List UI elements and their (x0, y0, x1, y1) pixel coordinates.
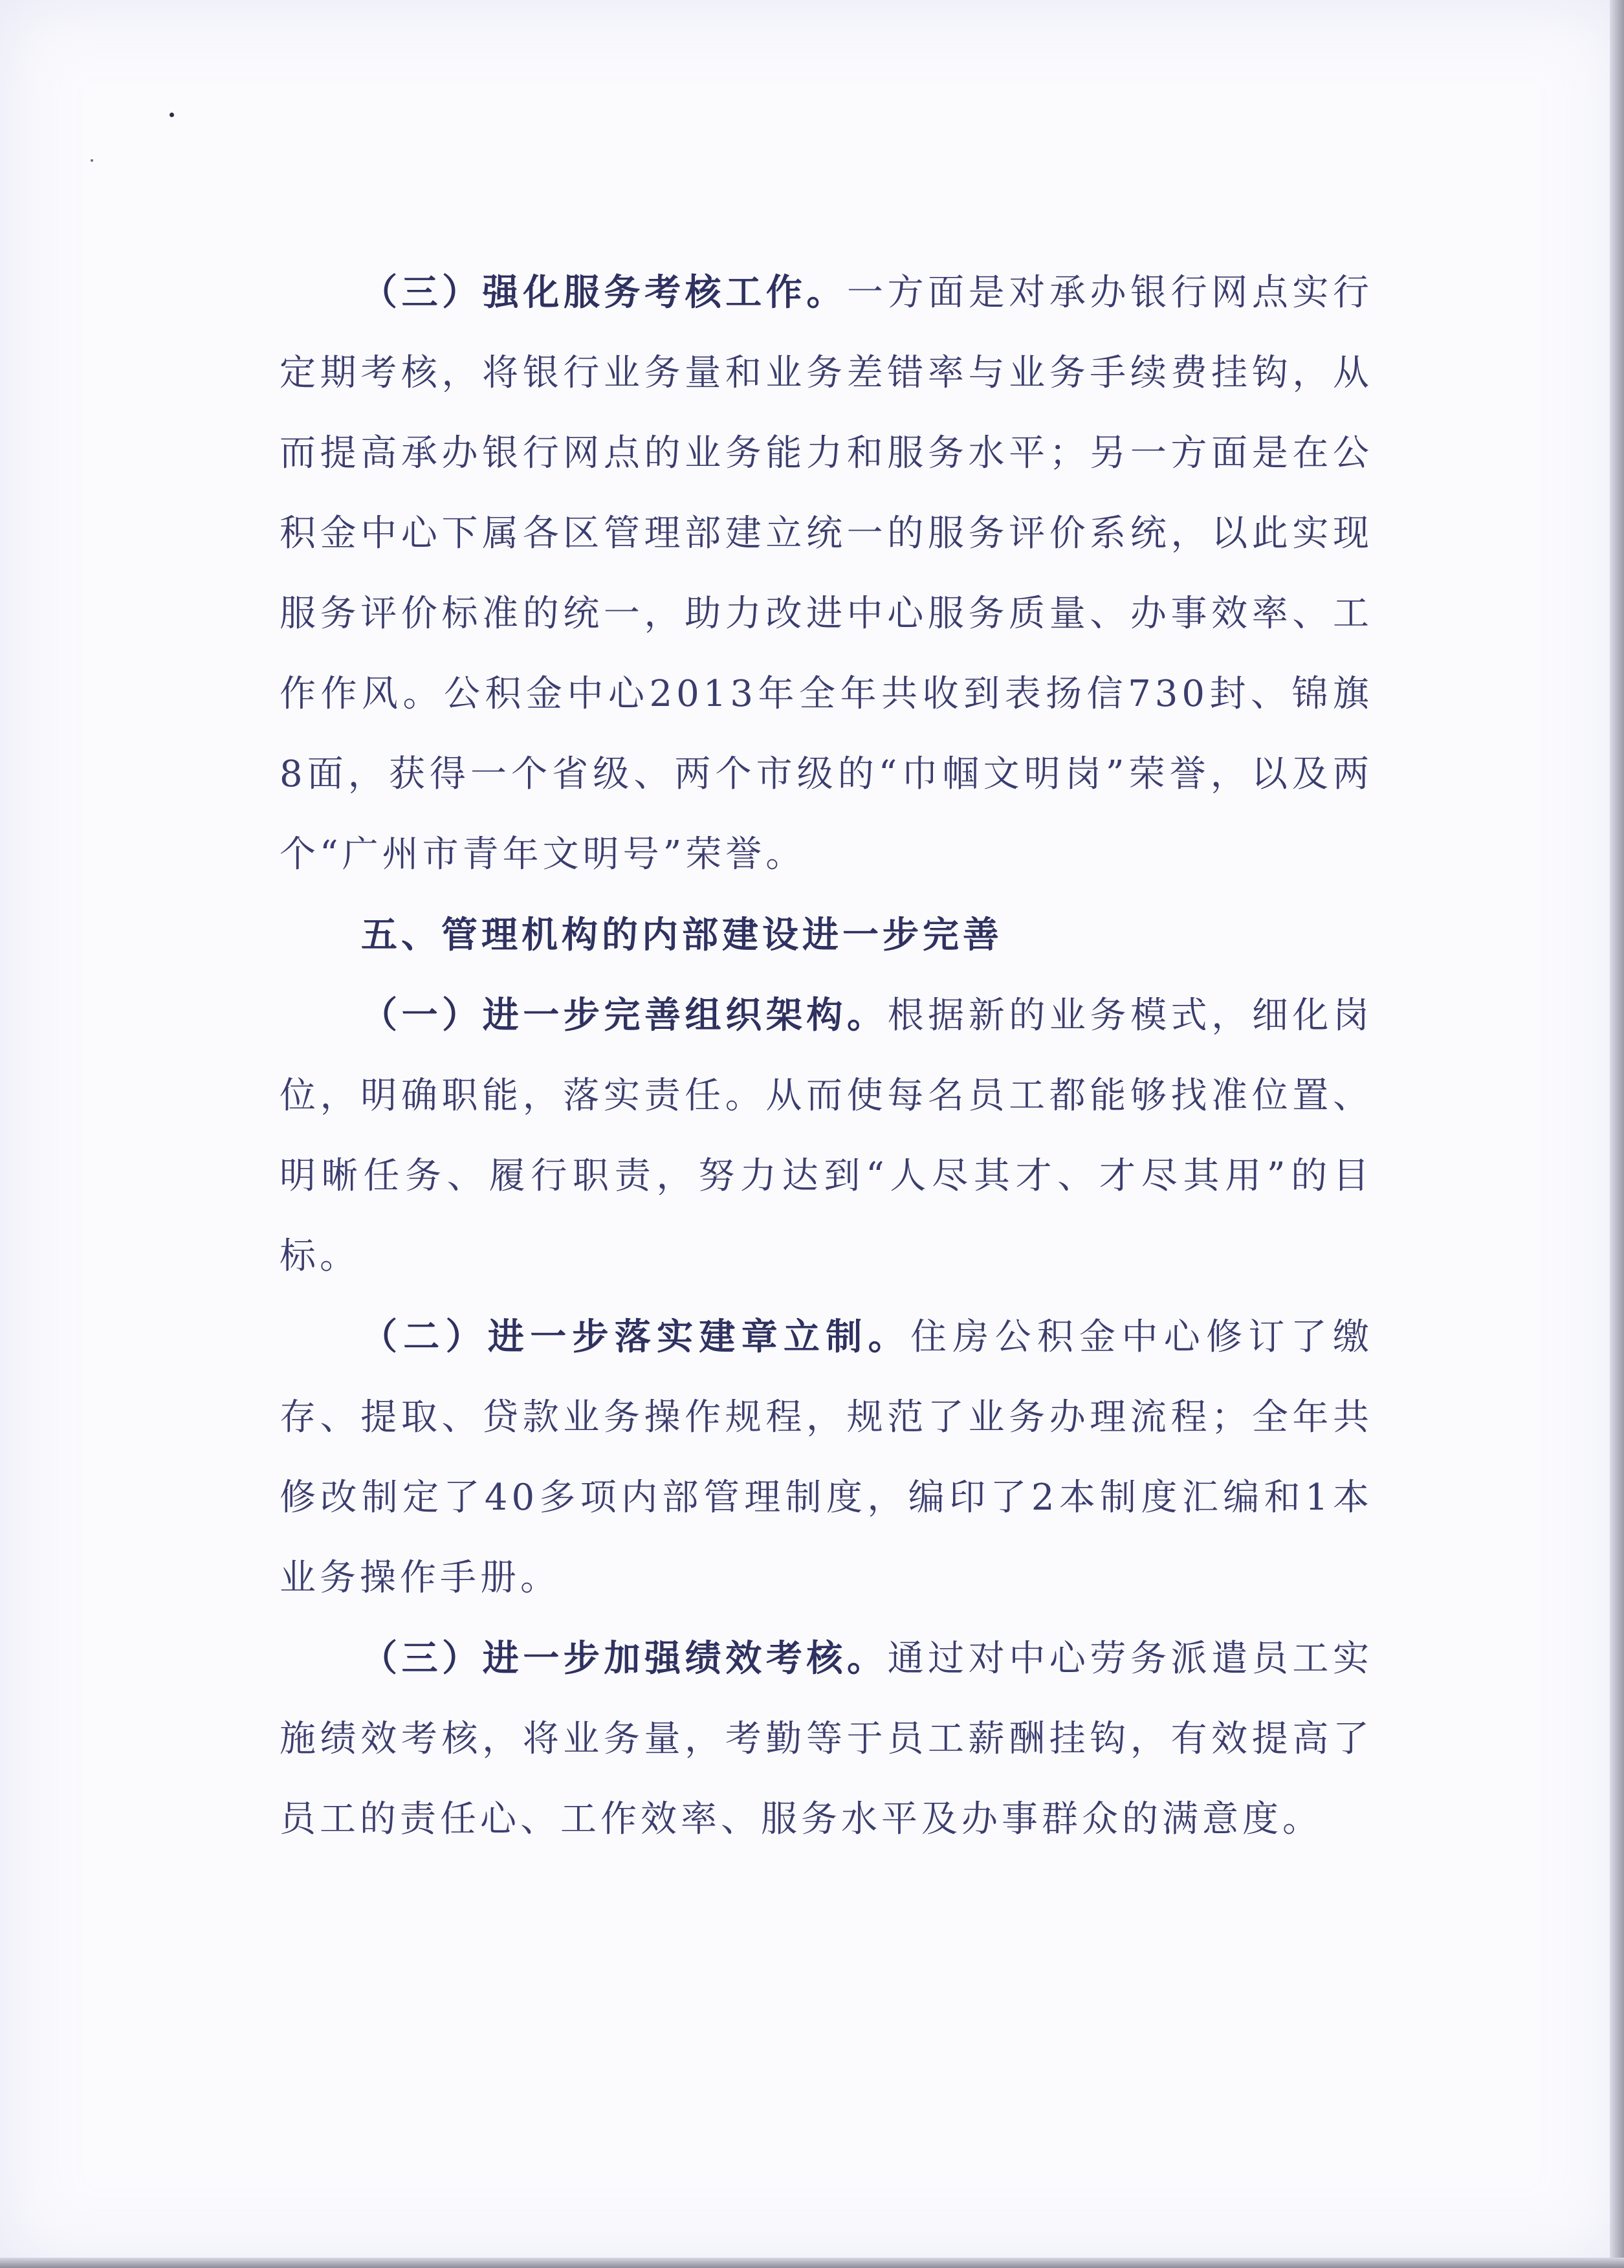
paragraph-lead: （二）进一步落实建章立制。 (361, 1316, 910, 1358)
scan-speck (170, 113, 174, 117)
paragraph-text: 住房公积金中心修订了缴存、提取、贷款业务操作规程，规范了业务办理流程；全年共修改制定了40多项内部管理制度，编印了2本制度汇编和1本业务操作手册。 (280, 1316, 1374, 1599)
paragraph-text: 根据新的业务模式，细化岗位，明确职能，落实责任。从而使每名员工都能够找准位置、明晰任务、履行职责，努力达到“人尽其才、才尽其用”的目标。 (280, 995, 1374, 1277)
scan-edge-bottom (0, 2258, 1624, 2268)
document-body (280, 252, 1373, 1860)
paragraph-regulations (280, 1297, 1373, 1618)
scan-speck (91, 159, 93, 162)
scan-edge-right (1610, 0, 1624, 2268)
paragraph-text: 通过对中心劳务派遣员工实施绩效考核，将业务量，考勤等于员工薪酬挂钩，有效提高了员工的责任心、工作效率、服务水平及办事群众的满意度。 (280, 1638, 1374, 1840)
paragraph-lead: （三）进一步加强绩效考核。 (361, 1637, 888, 1680)
section-heading: 五、管理机构的内部建设进一步完善 (361, 914, 1003, 956)
paragraph-lead: （三）强化服务考核工作。 (361, 271, 847, 314)
paragraph-performance (280, 1618, 1373, 1860)
paragraph-text: 一方面是对承办银行网点实行定期考核，将银行业务量和业务差错率与业务手续费挂钩，从而提高承办银行网点的业务能力和服务水平；另一方面是在公积金中心下属各区管理部建立统一的服务评价系统，以此实现服务评价标准的统一，助力改进中心服务质量、办事效率、工作作风。公积金中心2013年全年共收到表扬信730封、锦旗8面，获得一个省级、两个市级的“巾帼文明岗”荣誉，以及两个“广州市青年文明号”荣誉。 (280, 272, 1374, 875)
paragraph-service-assessment (280, 252, 1373, 895)
paragraph-lead: （一）进一步完善组织架构。 (361, 994, 888, 1037)
paragraph-organization (280, 975, 1373, 1297)
